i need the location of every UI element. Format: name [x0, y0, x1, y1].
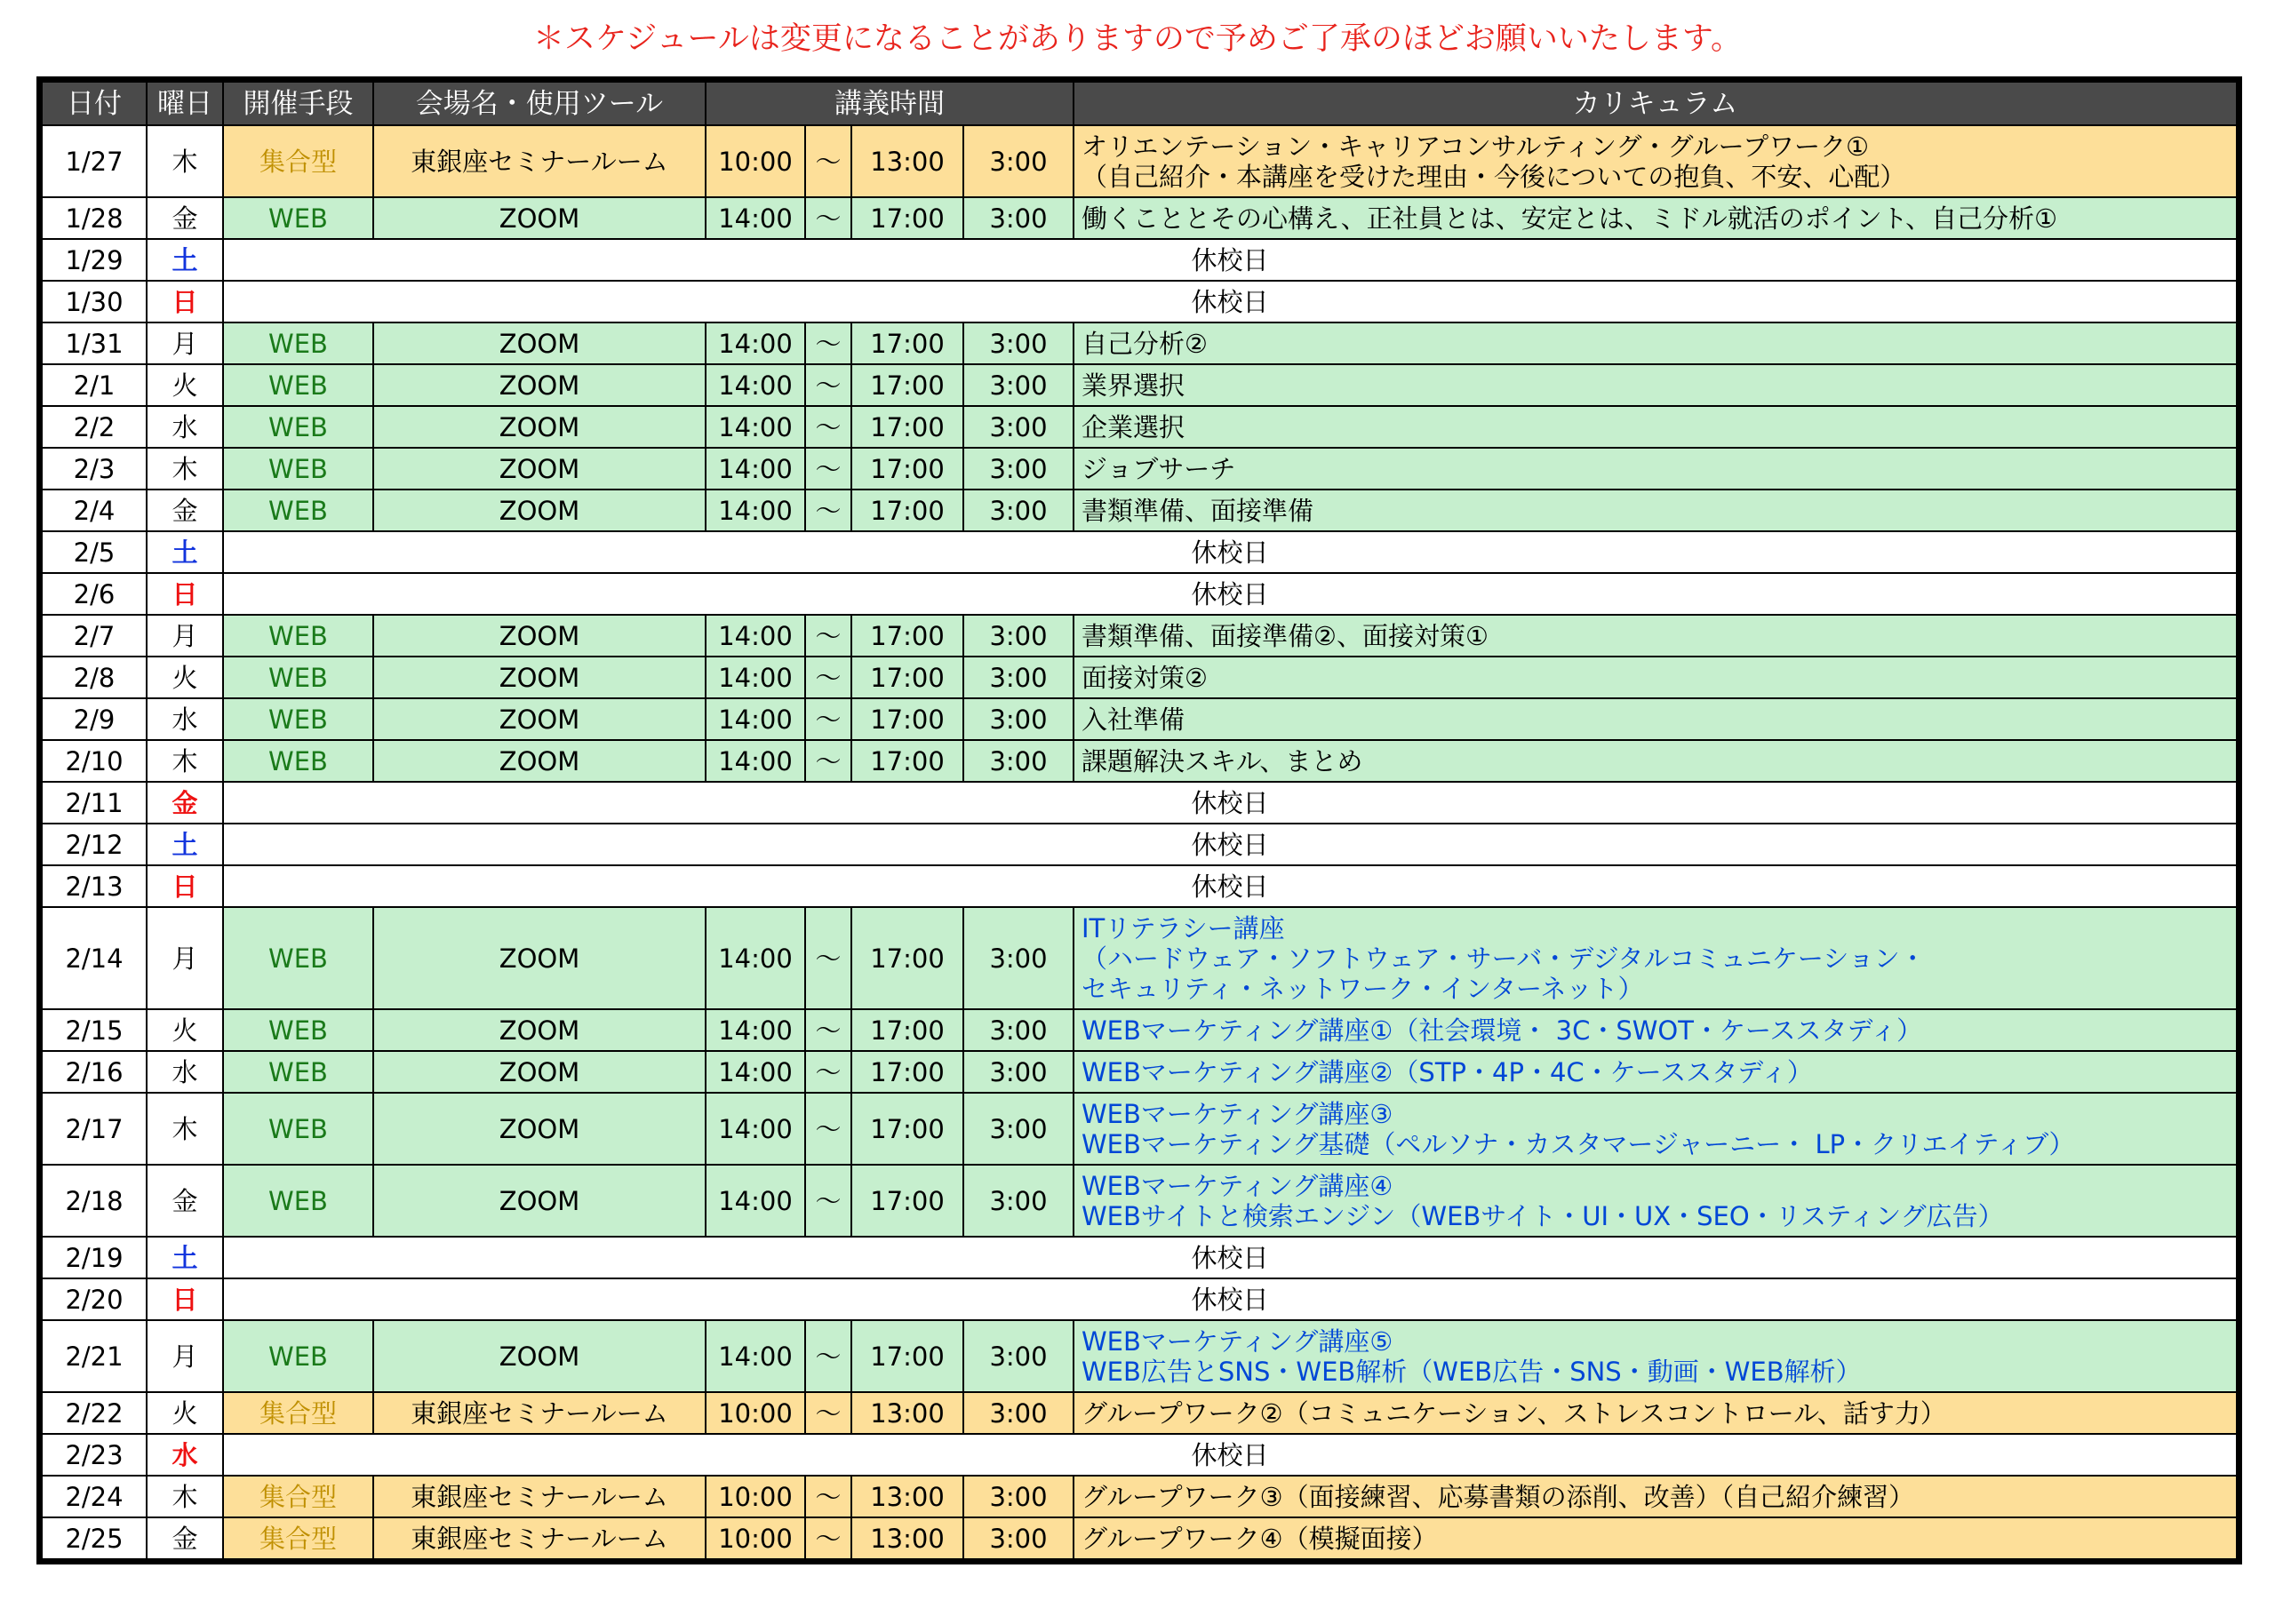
time-separator-cell: 〜 — [805, 322, 851, 364]
curriculum-cell — [1074, 1093, 2237, 1165]
curriculum-line: セキュリティ・ネットワーク・インターネット） — [1082, 973, 1644, 1004]
curriculum-cell — [1074, 197, 2237, 239]
curriculum-line: WEBマーケティング講座④ — [1082, 1170, 1393, 1201]
start-time-cell: 14:00 — [706, 322, 805, 364]
start-time-cell: 14:00 — [706, 907, 805, 1009]
weekday-cell: 水 — [147, 1434, 223, 1476]
schedule-row — [42, 281, 2237, 322]
method-cell: 集合型 — [223, 1392, 373, 1434]
time-separator-cell: 〜 — [805, 1009, 851, 1051]
schedule-row — [42, 573, 2237, 615]
start-time-cell: 10:00 — [706, 125, 805, 197]
weekday-cell: 木 — [147, 125, 223, 197]
date-cell: 2/6 — [42, 573, 147, 615]
venue-cell: ZOOM — [373, 657, 706, 698]
curriculum-cell — [1074, 1476, 2237, 1517]
schedule-row — [42, 531, 2237, 573]
venue-cell: 東銀座セミナールーム — [373, 1517, 706, 1559]
date-cell: 2/20 — [42, 1278, 147, 1320]
method-cell: WEB — [223, 364, 373, 406]
weekday-cell: 木 — [147, 1093, 223, 1165]
end-time-cell: 17:00 — [851, 322, 963, 364]
weekday-cell: 金 — [147, 197, 223, 239]
start-time-cell: 14:00 — [706, 364, 805, 406]
schedule-row — [42, 448, 2237, 490]
curriculum-cell — [1074, 322, 2237, 364]
time-separator-cell: 〜 — [805, 907, 851, 1009]
curriculum-line: WEBサイトと検索エンジン（WEBサイト・UI・UX・SEO・リスティング広告） — [1082, 1200, 2004, 1231]
schedule-row — [42, 1093, 2237, 1165]
weekday-cell: 水 — [147, 406, 223, 448]
curriculum-cell — [1074, 1517, 2237, 1559]
weekday-cell: 日 — [147, 573, 223, 615]
time-separator-cell: 〜 — [805, 448, 851, 490]
weekday-cell: 金 — [147, 782, 223, 824]
date-cell: 2/24 — [42, 1476, 147, 1517]
weekday-cell: 日 — [147, 281, 223, 322]
weekday-cell: 月 — [147, 1320, 223, 1392]
time-separator-cell: 〜 — [805, 1517, 851, 1559]
end-time-cell: 17:00 — [851, 1165, 963, 1237]
duration-cell: 3:00 — [963, 406, 1074, 448]
schedule-row — [42, 782, 2237, 824]
curriculum-cell — [1074, 698, 2237, 740]
weekday-cell: 金 — [147, 1517, 223, 1559]
holiday-label: 休校日 — [223, 573, 2237, 615]
end-time-cell: 13:00 — [851, 1476, 963, 1517]
schedule-row — [42, 1165, 2237, 1237]
curriculum-line: WEBマーケティング講座⑤ — [1082, 1325, 1393, 1357]
weekday-cell: 金 — [147, 1165, 223, 1237]
curriculum-line: WEBマーケティング基礎（ペルソナ・カスタマージャーニー・ LP・クリエイティブ） — [1082, 1128, 2075, 1159]
schedule-notice: ＊スケジュールは変更になることがありますので予めご了承のほどお願いいたします。 — [532, 21, 1743, 57]
start-time-cell: 14:00 — [706, 698, 805, 740]
time-separator-cell: 〜 — [805, 615, 851, 657]
curriculum-cell — [1074, 1009, 2237, 1051]
date-cell: 2/23 — [42, 1434, 147, 1476]
schedule-row — [42, 364, 2237, 406]
schedule-row — [42, 1476, 2237, 1517]
curriculum-line: WEBマーケティング講座②（STP・4P・4C・ケーススタディ） — [1082, 1056, 1813, 1087]
venue-cell: ZOOM — [373, 448, 706, 490]
end-time-cell: 17:00 — [851, 657, 963, 698]
curriculum-line: 業界選択 — [1082, 370, 1185, 401]
method-cell: WEB — [223, 490, 373, 531]
duration-cell: 3:00 — [963, 197, 1074, 239]
venue-cell: ZOOM — [373, 197, 706, 239]
date-cell: 2/18 — [42, 1165, 147, 1237]
date-cell: 2/1 — [42, 364, 147, 406]
weekday-cell: 金 — [147, 490, 223, 531]
duration-cell: 3:00 — [963, 657, 1074, 698]
end-time-cell: 17:00 — [851, 364, 963, 406]
date-cell: 1/29 — [42, 239, 147, 281]
date-cell: 1/31 — [42, 322, 147, 364]
date-cell: 2/4 — [42, 490, 147, 531]
method-cell: WEB — [223, 197, 373, 239]
time-separator-cell: 〜 — [805, 740, 851, 782]
venue-cell: ZOOM — [373, 364, 706, 406]
weekday-cell: 月 — [147, 907, 223, 1009]
end-time-cell: 17:00 — [851, 448, 963, 490]
curriculum-line: オリエンテーション・キャリアコンサルティング・グループワーク① — [1082, 131, 1870, 162]
schedule-row — [42, 657, 2237, 698]
end-time-cell: 17:00 — [851, 406, 963, 448]
method-cell: WEB — [223, 698, 373, 740]
venue-cell: ZOOM — [373, 698, 706, 740]
start-time-cell: 14:00 — [706, 615, 805, 657]
time-separator-cell: 〜 — [805, 1093, 851, 1165]
weekday-cell: 月 — [147, 615, 223, 657]
duration-cell: 3:00 — [963, 1517, 1074, 1559]
time-separator-cell: 〜 — [805, 698, 851, 740]
start-time-cell: 14:00 — [706, 657, 805, 698]
method-cell: 集合型 — [223, 125, 373, 197]
duration-cell: 3:00 — [963, 490, 1074, 531]
weekday-cell: 日 — [147, 1278, 223, 1320]
date-cell: 2/15 — [42, 1009, 147, 1051]
start-time-cell: 14:00 — [706, 1093, 805, 1165]
schedule-row — [42, 1392, 2237, 1434]
time-separator-cell: 〜 — [805, 490, 851, 531]
schedule-row — [42, 615, 2237, 657]
curriculum-line: 企業選択 — [1082, 411, 1185, 442]
holiday-label: 休校日 — [223, 824, 2237, 865]
venue-cell: ZOOM — [373, 1051, 706, 1093]
curriculum-cell — [1074, 125, 2237, 197]
header-date: 日付 — [42, 82, 147, 125]
schedule-row — [42, 490, 2237, 531]
weekday-cell: 木 — [147, 448, 223, 490]
schedule-row — [42, 698, 2237, 740]
method-cell: WEB — [223, 1320, 373, 1392]
date-cell: 2/11 — [42, 782, 147, 824]
end-time-cell: 17:00 — [851, 490, 963, 531]
venue-cell: 東銀座セミナールーム — [373, 1476, 706, 1517]
curriculum-cell — [1074, 740, 2237, 782]
start-time-cell: 14:00 — [706, 1009, 805, 1051]
schedule-row — [42, 865, 2237, 907]
header-venue: 会場名・使用ツール — [373, 82, 706, 125]
end-time-cell: 17:00 — [851, 197, 963, 239]
curriculum-line: 書類準備、面接準備 — [1082, 495, 1314, 526]
end-time-cell: 17:00 — [851, 615, 963, 657]
header-time: 講義時間 — [706, 82, 1074, 125]
start-time-cell: 14:00 — [706, 740, 805, 782]
schedule-row — [42, 1009, 2237, 1051]
holiday-label: 休校日 — [223, 281, 2237, 322]
schedule-table — [41, 81, 2238, 1560]
start-time-cell: 14:00 — [706, 197, 805, 239]
curriculum-line: 入社準備 — [1082, 704, 1185, 735]
start-time-cell: 14:00 — [706, 490, 805, 531]
time-separator-cell: 〜 — [805, 125, 851, 197]
holiday-label: 休校日 — [223, 239, 2237, 281]
date-cell: 2/3 — [42, 448, 147, 490]
method-cell: WEB — [223, 615, 373, 657]
schedule-row — [42, 406, 2237, 448]
curriculum-line: ジョブサーチ — [1082, 453, 1236, 484]
date-cell: 2/7 — [42, 615, 147, 657]
venue-cell: ZOOM — [373, 322, 706, 364]
method-cell: 集合型 — [223, 1517, 373, 1559]
end-time-cell: 17:00 — [851, 1009, 963, 1051]
date-cell: 2/13 — [42, 865, 147, 907]
venue-cell: ZOOM — [373, 740, 706, 782]
curriculum-line: WEBマーケティング講座③ — [1082, 1098, 1393, 1129]
venue-cell: ZOOM — [373, 1093, 706, 1165]
end-time-cell: 13:00 — [851, 125, 963, 197]
method-cell: WEB — [223, 1093, 373, 1165]
date-cell: 2/21 — [42, 1320, 147, 1392]
holiday-label: 休校日 — [223, 1237, 2237, 1278]
date-cell: 2/9 — [42, 698, 147, 740]
date-cell: 2/17 — [42, 1093, 147, 1165]
date-cell: 2/25 — [42, 1517, 147, 1559]
schedule-row — [42, 824, 2237, 865]
weekday-cell: 月 — [147, 322, 223, 364]
curriculum-cell — [1074, 1165, 2237, 1237]
duration-cell: 3:00 — [963, 448, 1074, 490]
venue-cell: ZOOM — [373, 615, 706, 657]
schedule-row — [42, 1517, 2237, 1559]
date-cell: 2/5 — [42, 531, 147, 573]
duration-cell: 3:00 — [963, 698, 1074, 740]
date-cell: 2/12 — [42, 824, 147, 865]
curriculum-line: （ハードウェア・ソフトウェア・サーバ・デジタルコミュニケーション・ — [1082, 943, 1926, 974]
header-weekday: 曜日 — [147, 82, 223, 125]
end-time-cell: 13:00 — [851, 1517, 963, 1559]
holiday-label: 休校日 — [223, 782, 2237, 824]
time-separator-cell: 〜 — [805, 1165, 851, 1237]
method-cell: WEB — [223, 1009, 373, 1051]
duration-cell: 3:00 — [963, 1009, 1074, 1051]
start-time-cell: 14:00 — [706, 1165, 805, 1237]
curriculum-cell — [1074, 1051, 2237, 1093]
weekday-cell: 日 — [147, 865, 223, 907]
start-time-cell: 14:00 — [706, 1320, 805, 1392]
schedule-row — [42, 740, 2237, 782]
duration-cell: 3:00 — [963, 125, 1074, 197]
method-cell: WEB — [223, 907, 373, 1009]
start-time-cell: 14:00 — [706, 406, 805, 448]
curriculum-line: 課題解決スキル、まとめ — [1082, 745, 1363, 776]
schedule-row — [42, 1051, 2237, 1093]
date-cell: 1/27 — [42, 125, 147, 197]
curriculum-line: ITリテラシー講座 — [1082, 912, 1285, 943]
time-separator-cell: 〜 — [805, 1476, 851, 1517]
weekday-cell: 水 — [147, 1051, 223, 1093]
curriculum-cell — [1074, 907, 2237, 1009]
curriculum-line: グループワーク②（コミュニケーション、ストレスコントロール、話す力） — [1082, 1397, 1946, 1429]
end-time-cell: 17:00 — [851, 1093, 963, 1165]
curriculum-line: 働くこととその心構え、正社員とは、安定とは、ミドル就活のポイント、自己分析① — [1082, 203, 2058, 234]
time-separator-cell: 〜 — [805, 1320, 851, 1392]
date-cell: 2/2 — [42, 406, 147, 448]
schedule-row — [42, 1434, 2237, 1476]
venue-cell: ZOOM — [373, 490, 706, 531]
venue-cell: ZOOM — [373, 1320, 706, 1392]
venue-cell: ZOOM — [373, 406, 706, 448]
schedule-row — [42, 1320, 2237, 1392]
weekday-cell: 木 — [147, 1476, 223, 1517]
curriculum-line: グループワーク④（模擬面接） — [1082, 1523, 1438, 1554]
time-separator-cell: 〜 — [805, 1392, 851, 1434]
end-time-cell: 17:00 — [851, 1320, 963, 1392]
curriculum-line: （自己紹介・本講座を受けた理由・今後についての抱負、不安、心配） — [1082, 161, 1906, 192]
venue-cell: 東銀座セミナールーム — [373, 1392, 706, 1434]
schedule-table-wrapper — [36, 76, 2242, 1564]
time-separator-cell: 〜 — [805, 406, 851, 448]
method-cell: WEB — [223, 1165, 373, 1237]
curriculum-line: 面接対策② — [1082, 662, 1208, 693]
weekday-cell: 火 — [147, 364, 223, 406]
date-cell: 2/19 — [42, 1237, 147, 1278]
schedule-row — [42, 1278, 2237, 1320]
start-time-cell: 14:00 — [706, 1051, 805, 1093]
curriculum-cell — [1074, 1320, 2237, 1392]
time-separator-cell: 〜 — [805, 1051, 851, 1093]
schedule-row — [42, 1237, 2237, 1278]
duration-cell: 3:00 — [963, 907, 1074, 1009]
weekday-cell: 土 — [147, 239, 223, 281]
curriculum-cell — [1074, 1392, 2237, 1434]
duration-cell: 3:00 — [963, 1093, 1074, 1165]
venue-cell: ZOOM — [373, 907, 706, 1009]
method-cell: WEB — [223, 406, 373, 448]
venue-cell: 東銀座セミナールーム — [373, 125, 706, 197]
schedule-row — [42, 197, 2237, 239]
time-separator-cell: 〜 — [805, 657, 851, 698]
weekday-cell: 土 — [147, 824, 223, 865]
duration-cell: 3:00 — [963, 740, 1074, 782]
duration-cell: 3:00 — [963, 615, 1074, 657]
weekday-cell: 火 — [147, 657, 223, 698]
schedule-row — [42, 239, 2237, 281]
duration-cell: 3:00 — [963, 1320, 1074, 1392]
curriculum-cell — [1074, 615, 2237, 657]
duration-cell: 3:00 — [963, 322, 1074, 364]
start-time-cell: 10:00 — [706, 1476, 805, 1517]
weekday-cell: 火 — [147, 1392, 223, 1434]
curriculum-line: WEB広告とSNS・WEB解析（WEB広告・SNS・動画・WEB解析） — [1082, 1356, 1862, 1387]
curriculum-cell — [1074, 364, 2237, 406]
holiday-label: 休校日 — [223, 865, 2237, 907]
curriculum-cell — [1074, 657, 2237, 698]
curriculum-line: 自己分析② — [1082, 328, 1208, 359]
curriculum-cell — [1074, 406, 2237, 448]
time-separator-cell: 〜 — [805, 197, 851, 239]
curriculum-line: グループワーク③（面接練習、応募書類の添削、改善）（自己紹介練習） — [1082, 1481, 1915, 1512]
end-time-cell: 17:00 — [851, 740, 963, 782]
curriculum-cell — [1074, 448, 2237, 490]
method-cell: WEB — [223, 657, 373, 698]
schedule-row — [42, 907, 2237, 1009]
date-cell: 2/10 — [42, 740, 147, 782]
method-cell: WEB — [223, 1051, 373, 1093]
method-cell: WEB — [223, 322, 373, 364]
method-cell: 集合型 — [223, 1476, 373, 1517]
date-cell: 1/28 — [42, 197, 147, 239]
time-separator-cell: 〜 — [805, 364, 851, 406]
venue-cell: ZOOM — [373, 1009, 706, 1051]
duration-cell: 3:00 — [963, 364, 1074, 406]
curriculum-cell — [1074, 490, 2237, 531]
start-time-cell: 14:00 — [706, 448, 805, 490]
weekday-cell: 土 — [147, 1237, 223, 1278]
method-cell: WEB — [223, 448, 373, 490]
venue-cell: ZOOM — [373, 1165, 706, 1237]
weekday-cell: 土 — [147, 531, 223, 573]
holiday-label: 休校日 — [223, 1434, 2237, 1476]
curriculum-line: WEBマーケティング講座①（社会環境・ 3C・SWOT・ケーススタディ） — [1082, 1015, 1923, 1046]
end-time-cell: 13:00 — [851, 1392, 963, 1434]
duration-cell: 3:00 — [963, 1392, 1074, 1434]
end-time-cell: 17:00 — [851, 907, 963, 1009]
method-cell: WEB — [223, 740, 373, 782]
start-time-cell: 10:00 — [706, 1517, 805, 1559]
duration-cell: 3:00 — [963, 1165, 1074, 1237]
weekday-cell: 水 — [147, 698, 223, 740]
curriculum-line: 書類準備、面接準備②、面接対策① — [1082, 620, 1489, 651]
date-cell: 2/16 — [42, 1051, 147, 1093]
weekday-cell: 木 — [147, 740, 223, 782]
date-cell: 1/30 — [42, 281, 147, 322]
end-time-cell: 17:00 — [851, 698, 963, 740]
schedule-row — [42, 125, 2237, 197]
duration-cell: 3:00 — [963, 1051, 1074, 1093]
weekday-cell: 火 — [147, 1009, 223, 1051]
holiday-label: 休校日 — [223, 531, 2237, 573]
end-time-cell: 17:00 — [851, 1051, 963, 1093]
header-curriculum: カリキュラム — [1074, 82, 2237, 125]
duration-cell: 3:00 — [963, 1476, 1074, 1517]
date-cell: 2/14 — [42, 907, 147, 1009]
schedule-body — [42, 125, 2237, 1559]
date-cell: 2/22 — [42, 1392, 147, 1434]
header-method: 開催手段 — [223, 82, 373, 125]
date-cell: 2/8 — [42, 657, 147, 698]
header-row — [42, 82, 2237, 125]
start-time-cell: 10:00 — [706, 1392, 805, 1434]
holiday-label: 休校日 — [223, 1278, 2237, 1320]
schedule-row — [42, 322, 2237, 364]
